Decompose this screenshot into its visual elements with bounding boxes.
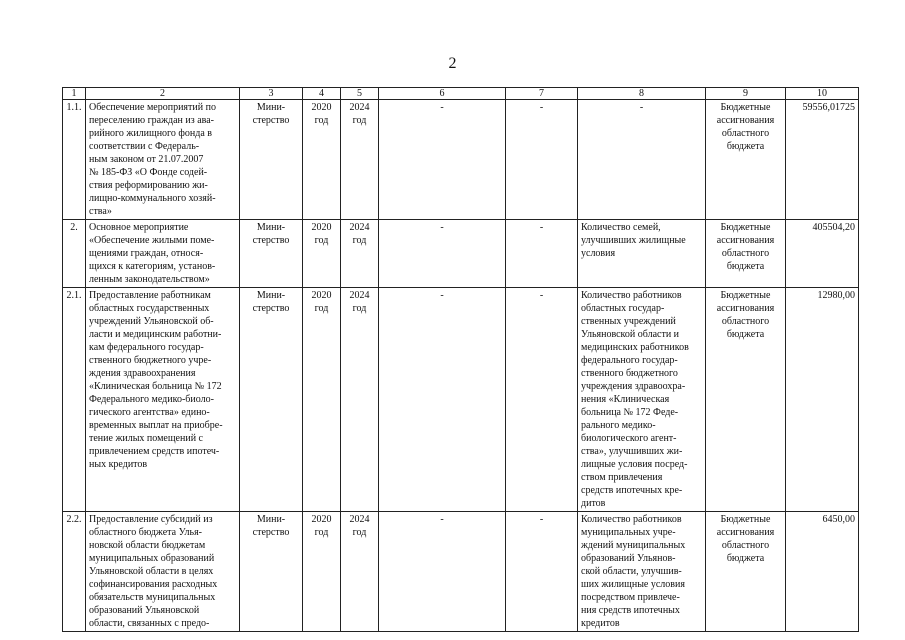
table-row (63, 512, 859, 632)
column-6-value: - (440, 222, 444, 233)
funding-amount: 405504,20 (812, 222, 855, 233)
column-number: 9 (706, 88, 786, 100)
column-7-value: - (539, 514, 544, 525)
end-year: 2024 год (349, 222, 370, 246)
row-number: 2.2. (66, 514, 82, 525)
page-number: 2 (448, 55, 457, 72)
column-number: 10 (786, 88, 859, 100)
funding-amount: 6450,00 (822, 514, 855, 525)
measure-name: Обеспечение мероприятий по переселению граждан из ава- рийного жилищного фонда в соответствии с Федераль- ным законом от 21.07.2007 № 185-ФЗ «О Фонде содей- ствия реформированию жи- лищно-коммунального хозяй- ства» (89, 102, 216, 217)
column-number: 4 (303, 88, 341, 100)
start-year: 2020 год (311, 514, 332, 538)
row-number: 1.1. (66, 102, 82, 113)
column-6-value: - (440, 102, 444, 113)
funding-amount: 12980,00 (817, 290, 855, 301)
funding-source: Бюджетные ассигнования областного бюджета (716, 290, 775, 340)
funding-source: Бюджетные ассигнования областного бюджета (716, 222, 775, 272)
end-year: 2024 год (349, 290, 370, 314)
executor: Мини- стерство (252, 514, 290, 538)
column-number-row (63, 88, 859, 100)
target-indicator: Количество работников муниципальных учре- ждений муниципальных образований Ульянов- ской области, улучшив- ших жилищные условия посредством привлече- ния средств ипотечных кредитов (581, 514, 686, 629)
row-number: 2.1. (66, 290, 82, 301)
measure-name: Предоставление субсидий из областного бюджета Улья- новской области бюджетам муниципальных образований Ульяновской области в целях софинансирования расходных обязательств муниципальных образований Ульяновской области, связанных с предо- (89, 514, 218, 629)
target-indicator: Количество работников областных государ- ственных учреждений Ульяновской области и медицинских работников федерального государ- ственного бюджетного учреждения здравоохра- нения «Клиническая больница № 172 Феде- рального медико- биологического агент- ства», улучшивших жи- лищные условия посред- ством привлечения средств ипотечных кре- дитов (581, 290, 689, 509)
funding-source: Бюджетные ассигнования областного бюджета (716, 102, 775, 152)
measure-name: Основное мероприятие «Обеспечение жилыми поме- щениями граждан, относя- щихся к категориям, установ- ленным законодательством» (89, 222, 216, 285)
column-number: 6 (379, 88, 506, 100)
executor: Мини- стерство (252, 222, 290, 246)
column-7-value: - (539, 290, 544, 301)
table-row (63, 288, 859, 512)
column-number: 5 (341, 88, 379, 100)
start-year: 2020 год (311, 290, 332, 314)
funding-amount: 59556,01725 (802, 102, 855, 113)
target-indicator: Количество семей, улучшивших жилищные условия (581, 222, 686, 259)
target-indicator: - (639, 102, 644, 113)
measure-name: Предоставление работникам областных государственных учреждений Ульяновской об- ласти и медицинским работни- кам федерального государ- ственного бюджетного учре- ждения здравоохранения «Клиническая больница № 172 Федерального медико-биоло- гического агентства» едино- временных выплат на приобре- тение жилых помещений с привлечением средств ипотеч- ных кредитов (89, 290, 223, 470)
column-number: 2 (86, 88, 240, 100)
column-6-value: - (440, 290, 444, 301)
start-year: 2020 год (311, 102, 332, 126)
column-6-value: - (440, 514, 444, 525)
end-year: 2024 год (349, 102, 370, 126)
executor: Мини- стерство (252, 102, 290, 126)
row-number: 2. (70, 222, 78, 233)
column-number: 1 (63, 88, 86, 100)
table-row (63, 100, 859, 220)
column-7-value: - (539, 102, 544, 113)
executor: Мини- стерство (252, 290, 290, 314)
table-row (63, 220, 859, 288)
end-year: 2024 год (349, 514, 370, 538)
column-7-value: - (539, 222, 544, 233)
column-number: 7 (506, 88, 578, 100)
column-number: 8 (578, 88, 706, 100)
column-number: 3 (240, 88, 303, 100)
funding-source: Бюджетные ассигнования областного бюджета (716, 514, 775, 564)
measures-table (62, 87, 859, 632)
start-year: 2020 год (311, 222, 332, 246)
